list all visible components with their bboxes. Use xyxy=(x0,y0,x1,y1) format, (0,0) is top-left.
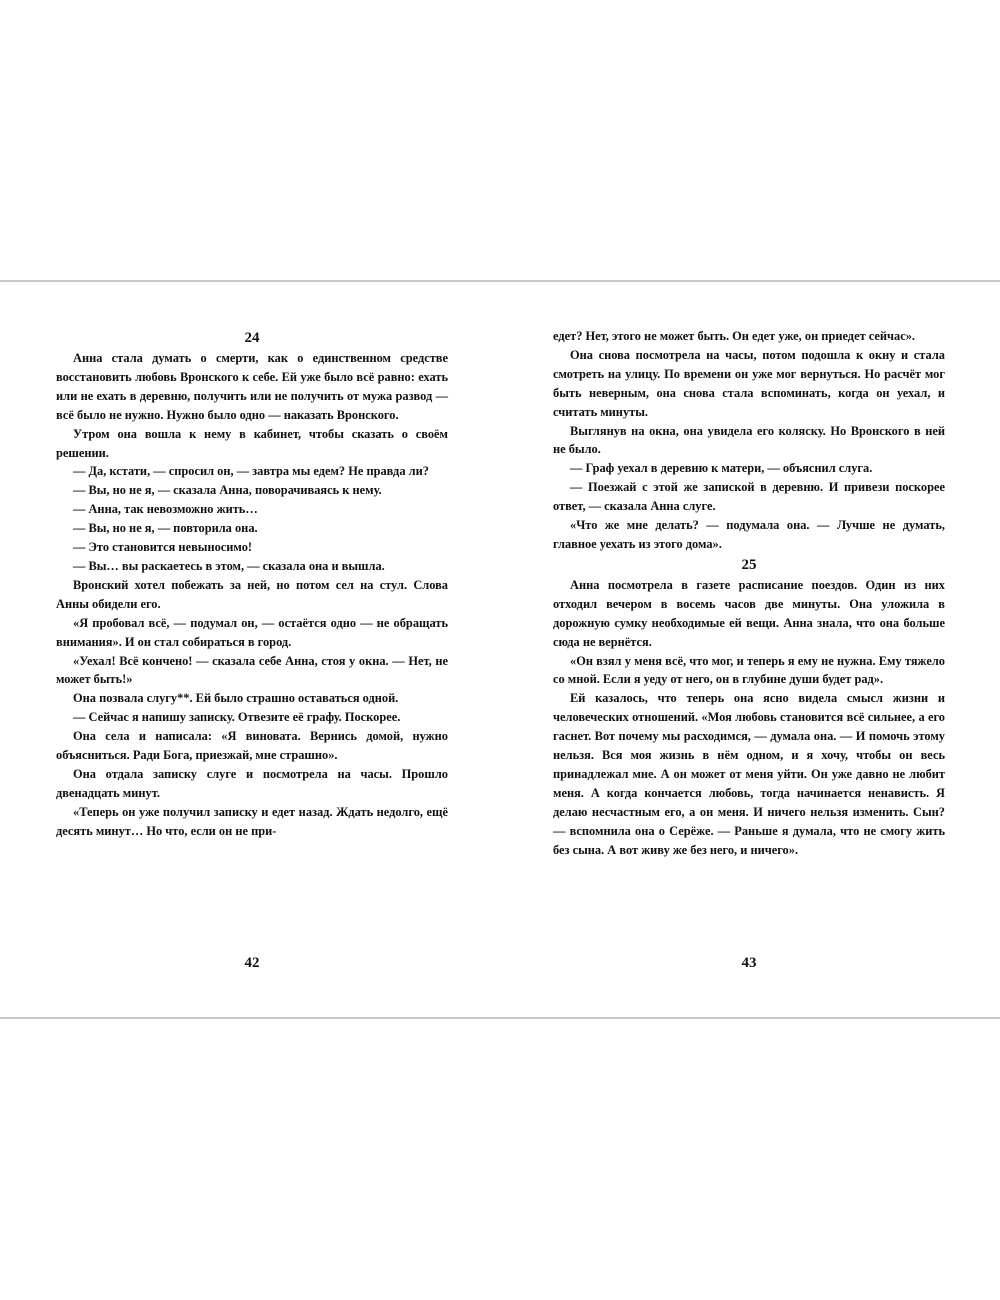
paragraph: Анна посмотрела в газете расписание поездов. Один из них отходил вечером в восемь часов две минуты. Она уложила в дорожную сумку необходимые ей вещи. Анна знала, что она больше сюда не вернётся. xyxy=(553,577,945,649)
chapter-heading-24: 24 xyxy=(244,330,260,346)
paragraph: «Я пробовал всё, — подумал он, — остаётся одно — не обращать внимания». И он стал собираться в город. xyxy=(56,615,448,649)
paragraph: Утром она вошла к нему в кабинет, чтобы сказать о своём решении. xyxy=(56,426,448,460)
paragraph: — Сейчас я напишу записку. Отвезите её графу. Поскорее. xyxy=(73,710,401,725)
top-border xyxy=(0,280,1000,282)
paragraph: «Что же мне делать? — подумала она. — Лучше не думать, главное уехать из этого дома». xyxy=(553,518,945,551)
paragraph: Ей казалось, что теперь она ясно видела смысл жизни и человеческих отношений. «Моя любовь становится всё сильнее, а его гаснет. Вот почему мы расходимся, — думала она. — И помочь этому нельзя. Вся моя жизнь в нём одном, и я хочу, чтобы он весь принадлежал мне. А он может от меня уйти. Он уже давно не любит меня. А когда кончается любовь, тогда начинается ненависть. Я делаю несчастным его, а он меня. И ничего нельзя изменить. Сын? — вспомнила она о Серёже. — Раньше я думала, что не смогу жить без сына. А вот живу же без него, и ничего». xyxy=(553,691,945,857)
paragraph: — Да, кстати, — спросил он, — завтра мы едем? Не правда ли? xyxy=(73,464,429,479)
paragraph: Выглянув на окна, она увидела его коляску. Но Вронского в ней не было. xyxy=(553,423,945,457)
chapter-heading-25: 25 xyxy=(741,556,757,573)
paragraph: Она снова посмотрела на часы, потом подошла к окну и стала смотреть на улицу. По времени он уже мог вернуться. Но расчёт мог быть неверным, она снова стала вспоминать, когда он уехал, и считать минуты. xyxy=(553,347,945,419)
paragraph: Она позвала слугу**. Ей было страшно оставаться одной. xyxy=(73,691,399,706)
paragraph: «Уехал! Всё кончено! — сказала себе Анна, стоя у окна. — Нет, не может быть!» xyxy=(56,653,448,687)
paragraph: «Он взял у меня всё, что мог, и теперь я ему не нужна. Ему тяжело со мной. Если я уеду от него, он в глубине души будет рад». xyxy=(553,653,945,687)
paragraph: — Это становится невыносимо! xyxy=(73,540,253,555)
paragraph: Анна стала думать о смерти, как о единственном средстве восстановить любовь Вронского к себе. Ей уже было всё равно: ехать или не ехать в деревню, получить или не получить от мужа развод — всё было не нужно. Нужно было одно — наказать Вронского. xyxy=(56,351,448,422)
paragraph: — Анна, так невозможно жить… xyxy=(73,502,258,517)
page-number-left: 42 xyxy=(244,955,260,971)
right-page-text xyxy=(553,327,945,859)
paragraph: Она отдала записку слуге и посмотрела на часы. Прошло двенадцать минут. xyxy=(56,766,448,800)
paragraph: «Теперь он уже получил записку и едет назад. Ждать недолго, ещё десять минут… Но что, если он не при- xyxy=(56,804,448,838)
page-number-right: 43 xyxy=(741,955,757,971)
paragraph-continued: едет? Нет, этого не может быть. Он едет уже, он приедет сейчас». xyxy=(553,329,916,343)
paragraph: — Поезжай с этой же запиской в деревню. И привези поскорее ответ, — сказала Анна слуге. xyxy=(553,480,945,514)
paragraph: — Вы… вы раскаетесь в этом, — сказала она и вышла. xyxy=(73,558,385,573)
paragraph: — Граф уехал в деревню к матери, — объяснил слуга. xyxy=(570,461,873,476)
paragraph: — Вы, но не я, — повторила она. xyxy=(73,521,258,536)
paragraph: Вронский хотел побежать за ней, но потом сел на стул. Слова Анны обидели его. xyxy=(56,577,448,611)
bottom-border xyxy=(0,1017,1000,1019)
paragraph: — Вы, но не я, — сказала Анна, поворачиваясь к нему. xyxy=(73,483,382,498)
left-page-text xyxy=(56,327,448,841)
paragraph: Она села и написала: «Я виновата. Вернись домой, нужно объясниться. Ради Бога, приезжай, мне страшно». xyxy=(56,729,448,763)
